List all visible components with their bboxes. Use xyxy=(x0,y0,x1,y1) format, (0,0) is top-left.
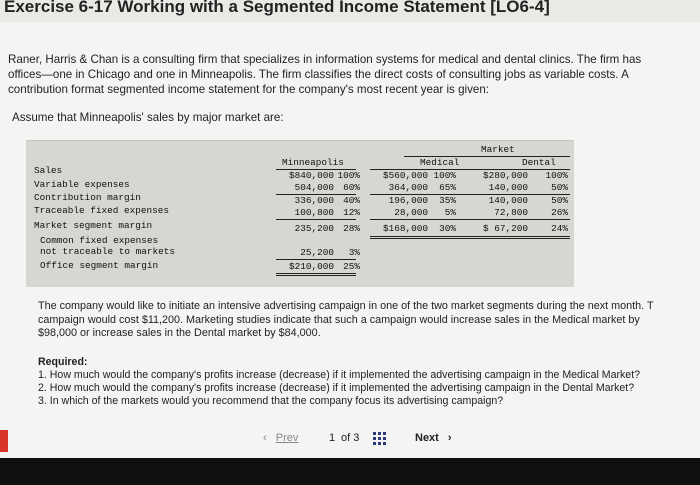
subtotal-underline xyxy=(370,219,570,220)
cell-medical-pct: 30% xyxy=(439,223,456,234)
campaign-line: The company would like to initiate an intensive advertising campaign in one of the two market segments during the next month. T xyxy=(38,300,654,312)
assume-text: Assume that Minneapolis' sales by major market are: xyxy=(12,111,284,124)
required-section xyxy=(38,356,698,408)
segmented-income-table xyxy=(26,140,574,287)
double-underline xyxy=(370,238,570,239)
row-label: Traceable fixed expenses xyxy=(34,205,170,216)
office-margin-value: $210,000 xyxy=(288,261,334,272)
cell-dental: 72,800 xyxy=(494,207,528,218)
common-fixed-label-2: not traceable to markets xyxy=(40,246,176,257)
cell-minneapolis: 235,200 xyxy=(294,223,334,234)
chevron-right-icon: › xyxy=(447,432,452,444)
next-label: Next xyxy=(415,432,439,444)
cell-dental: $ 67,200 xyxy=(482,223,528,234)
row-label: Market segment margin xyxy=(34,220,153,231)
required-item: 2. How much would the company's profits increase (decrease) if it implemented the advertising campaign in the Dental Market? xyxy=(38,382,635,394)
cell-medical-pct: 35% xyxy=(439,195,456,206)
chevron-left-icon: ‹ xyxy=(263,432,267,444)
cell-medical: $560,000 xyxy=(382,170,428,181)
cell-dental-pct: 24% xyxy=(551,223,568,234)
common-fixed-value: 25,200 xyxy=(300,247,334,258)
exercise-title: Exercise 6-17 Working with a Segmented Income Statement [LO6-4] xyxy=(4,0,550,16)
cell-minneapolis: 504,000 xyxy=(294,182,334,193)
cell-medical-pct: 100% xyxy=(433,170,456,181)
bottom-bar xyxy=(0,458,700,485)
title-bar xyxy=(0,0,700,22)
row-label: Variable expenses xyxy=(34,179,130,190)
intro-line: Raner, Harris & Chan is a consulting firm that specializes in information systems for medical and dental clinics. The firm has xyxy=(8,53,642,66)
required-item: 3. In which of the markets would you recommend that the company focus its advertising campaign? xyxy=(38,395,504,407)
cell-medical: 364,000 xyxy=(388,182,428,193)
prev-label: Prev xyxy=(275,432,299,444)
cell-dental-pct: 26% xyxy=(551,207,568,218)
cell-medical-pct: 65% xyxy=(439,182,456,193)
subtotal-underline xyxy=(276,259,356,260)
cell-medical-pct: 5% xyxy=(444,207,456,218)
cell-minneapolis-pct: 12% xyxy=(343,207,360,218)
required-heading: Required: xyxy=(38,356,88,368)
header-dental: Dental xyxy=(522,157,556,168)
double-underline xyxy=(276,273,356,274)
page-total: of 3 xyxy=(341,432,360,444)
cell-minneapolis-pct: 40% xyxy=(343,195,360,206)
campaign-line: campaign would cost $11,200. Marketing studies indicate that such a campaign would increase sales in the Medical market by xyxy=(38,313,640,326)
next-button[interactable] xyxy=(415,432,452,444)
intro-paragraph xyxy=(8,52,698,97)
grid-icon[interactable] xyxy=(373,432,387,446)
office-margin-pct: 25% xyxy=(343,261,360,272)
cell-dental-pct: 50% xyxy=(551,195,568,206)
common-fixed-label: Common fixed expenses xyxy=(40,235,159,246)
office-margin-label: Office segment margin xyxy=(40,260,159,271)
cell-minneapolis: 336,000 xyxy=(294,195,334,206)
page-current: 1 xyxy=(329,432,336,444)
cell-dental: $280,000 xyxy=(482,170,528,181)
side-tab[interactable] xyxy=(0,430,8,452)
cell-dental: 140,000 xyxy=(488,195,528,206)
intro-line: offices—one in Chicago and one in Minneapolis. The firm classifies the direct costs of consulting jobs as variable costs. A xyxy=(8,68,629,81)
subtotal-underline xyxy=(276,219,356,220)
row-label: Contribution margin xyxy=(34,192,141,203)
cell-minneapolis-pct: 28% xyxy=(343,223,360,234)
row-label: Sales xyxy=(34,165,63,176)
prev-button[interactable] xyxy=(263,432,298,444)
cell-medical: $168,000 xyxy=(382,223,428,234)
cell-minneapolis: 100,800 xyxy=(294,207,334,218)
cell-minneapolis-pct: 100% xyxy=(337,170,360,181)
market-header: Market xyxy=(481,144,515,155)
cell-dental-pct: 50% xyxy=(551,182,568,193)
common-fixed-pct: 3% xyxy=(348,247,360,258)
cell-medical: 196,000 xyxy=(388,195,428,206)
double-underline xyxy=(370,236,570,237)
cell-dental: 140,000 xyxy=(488,182,528,193)
required-item: 1. How much would the company's profits increase (decrease) if it implemented the advertising campaign in the Medical Market? xyxy=(38,369,641,381)
cell-minneapolis: $840,000 xyxy=(288,170,334,181)
intro-line: contribution format segmented income statement for the company's most recent year is given: xyxy=(8,83,490,96)
header-minneapolis: Minneapolis xyxy=(282,157,344,168)
campaign-paragraph xyxy=(38,300,698,341)
header-medical: Medical xyxy=(420,157,460,168)
double-underline xyxy=(276,275,356,276)
campaign-line: $98,000 or increase sales in the Dental market by $84,000. xyxy=(38,327,321,339)
cell-dental-pct: 100% xyxy=(545,170,568,181)
cell-medical: 28,000 xyxy=(394,207,428,218)
cell-minneapolis-pct: 60% xyxy=(343,182,360,193)
